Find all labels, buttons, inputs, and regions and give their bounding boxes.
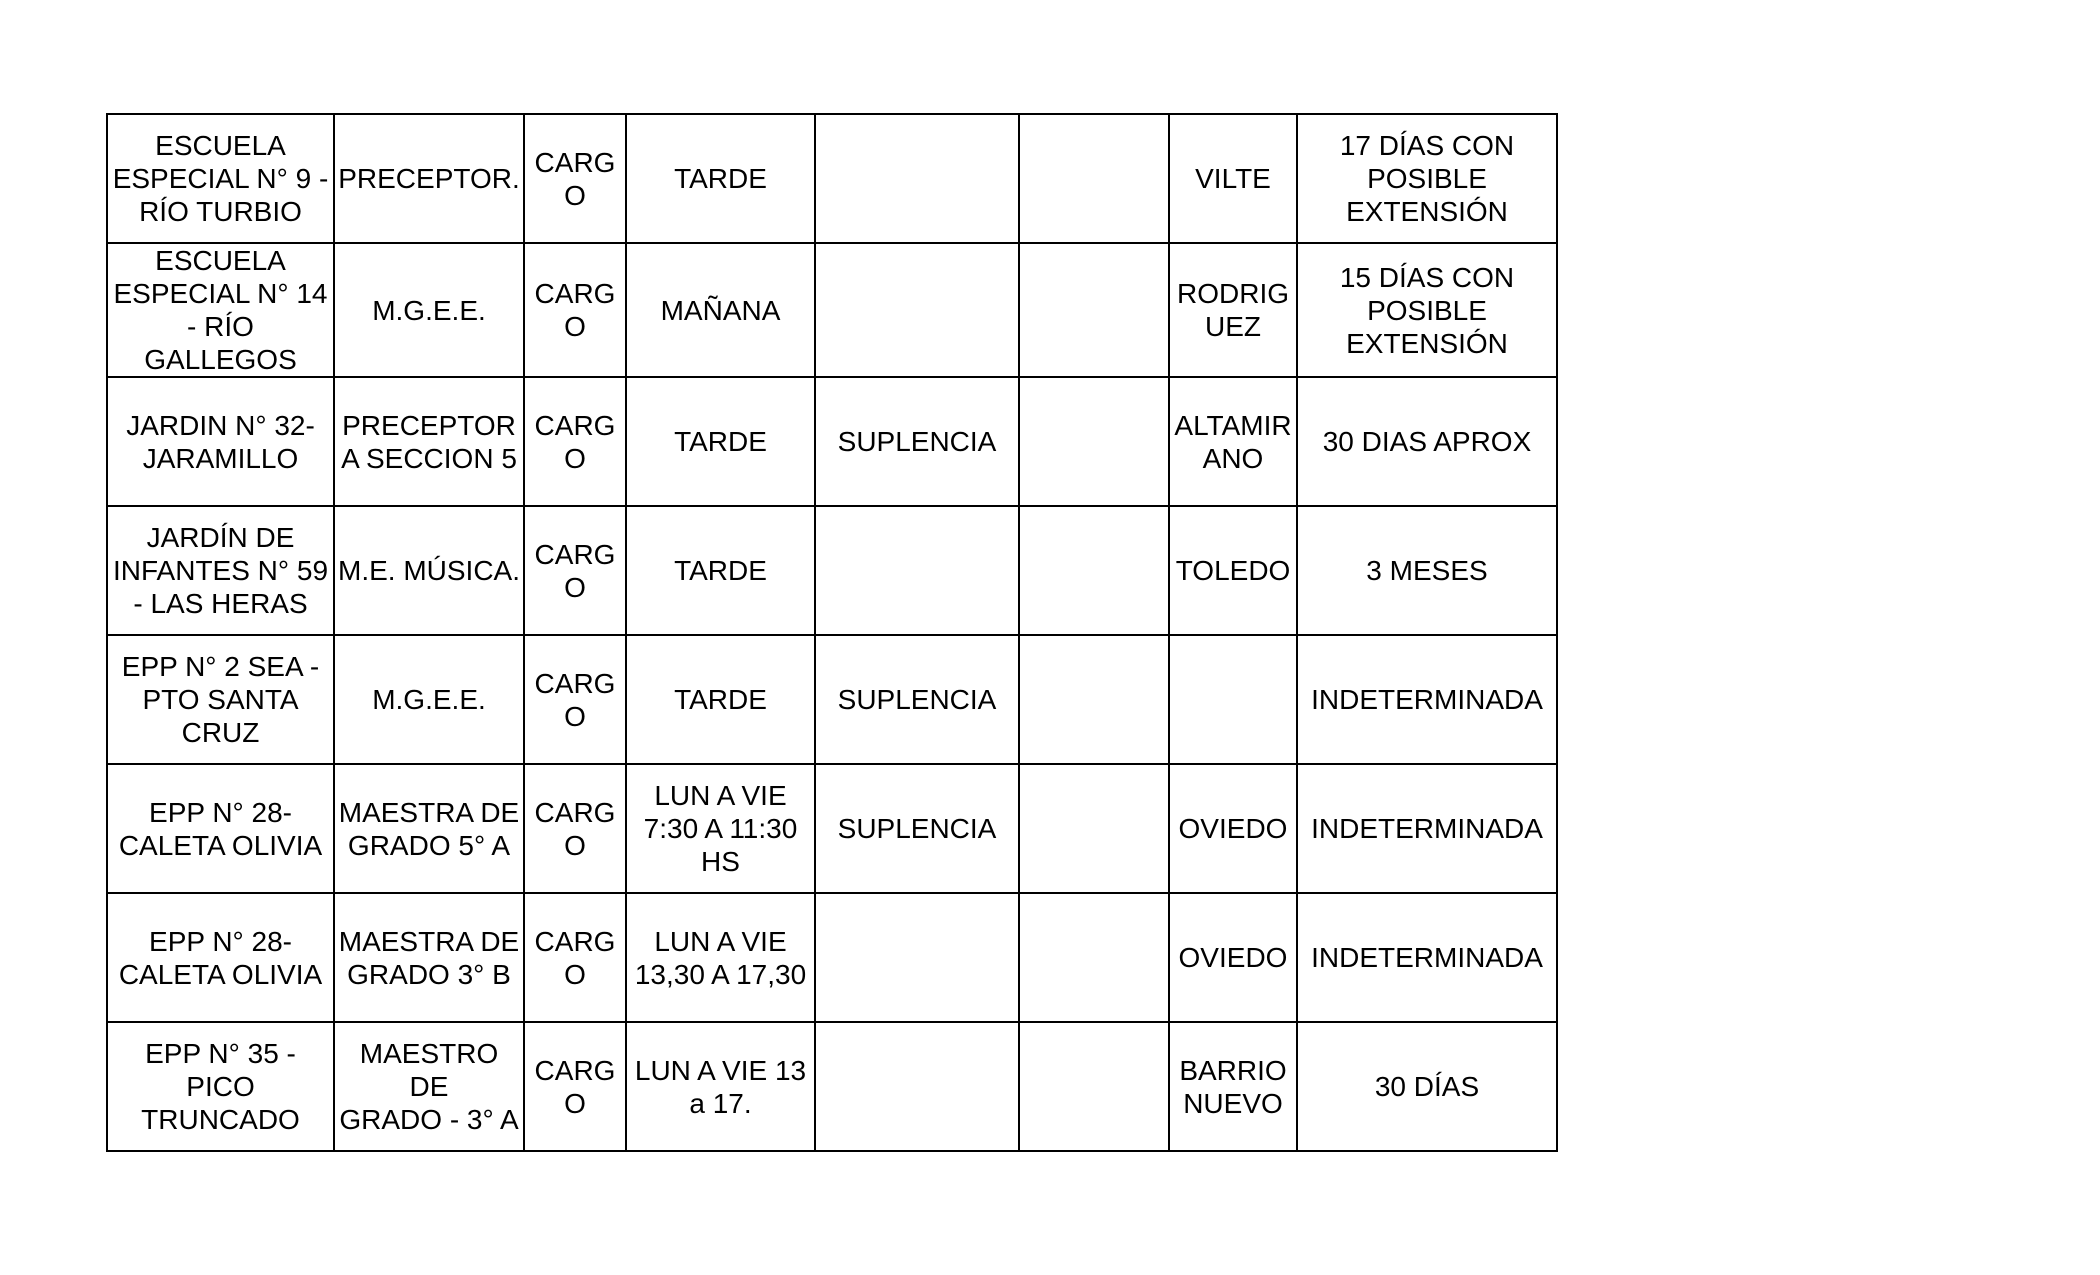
cell-school bbox=[107, 377, 334, 506]
cell-schedule bbox=[626, 635, 815, 764]
cell-text-line: LUN A VIE bbox=[654, 925, 787, 957]
cell-text-line: HS bbox=[701, 846, 740, 877]
cell-text-line: M.G.E.E. bbox=[372, 294, 486, 326]
cell-text-line: LUN A VIE bbox=[654, 780, 787, 811]
cell-text-line: ESPECIAL N° 14 bbox=[113, 278, 328, 309]
cell-text-line: NUEVO bbox=[1183, 1087, 1283, 1119]
cell-text-line: 17 DÍAS CON bbox=[1339, 130, 1515, 161]
cell-position bbox=[334, 635, 524, 764]
cell-text-line: GRADO 5° A bbox=[347, 829, 511, 861]
cell-type bbox=[524, 893, 626, 1022]
cell-text-line: CARG bbox=[534, 925, 616, 957]
cell-text-line: - LAS HERAS bbox=[133, 588, 308, 619]
cell-empty bbox=[1019, 635, 1169, 764]
cell-duration bbox=[1297, 114, 1557, 243]
cell-text-line: OVIEDO bbox=[1178, 942, 1288, 973]
cell-schedule bbox=[626, 764, 815, 893]
cell-status bbox=[815, 377, 1019, 506]
cell-empty bbox=[1019, 506, 1169, 635]
table-row bbox=[107, 114, 1557, 243]
table-row bbox=[107, 635, 1557, 764]
cell-position bbox=[334, 243, 524, 377]
cell-text-line: EXTENSIÓN bbox=[1346, 196, 1508, 227]
cell-text-line: O bbox=[564, 1087, 586, 1119]
cell-text-line: MAESTRA DE bbox=[338, 796, 520, 828]
cell-teacher bbox=[1169, 893, 1297, 1022]
cell-text-line: TRUNCADO bbox=[141, 1104, 300, 1135]
cell-text-line: 30 DIAS APROX bbox=[1322, 426, 1532, 457]
cell-text-line: O bbox=[564, 442, 586, 474]
cell-text-line: PRECEPTOR. bbox=[338, 163, 520, 194]
cell-school bbox=[107, 764, 334, 893]
cell-text-line: SUPLENCIA bbox=[837, 813, 997, 844]
cell-duration bbox=[1297, 764, 1557, 893]
cell-type bbox=[524, 506, 626, 635]
cell-text-line: OVIEDO bbox=[1178, 813, 1288, 844]
cell-duration bbox=[1297, 243, 1557, 377]
cell-text-line: ESCUELA bbox=[155, 245, 286, 276]
cell-text-line: INDETERMINADA bbox=[1311, 942, 1543, 973]
cell-school bbox=[107, 506, 334, 635]
cell-text-line: GRADO 3° B bbox=[347, 958, 511, 990]
cell-position bbox=[334, 764, 524, 893]
cell-text-line: MAÑANA bbox=[660, 294, 781, 326]
cell-text-line: O bbox=[564, 700, 586, 732]
cell-text-line: CARG bbox=[534, 796, 616, 828]
cell-text-line: CARG bbox=[534, 278, 616, 309]
cell-text-line: M.E. MÚSICA. bbox=[338, 555, 521, 586]
cell-teacher bbox=[1169, 506, 1297, 635]
cell-teacher bbox=[1169, 635, 1297, 764]
cell-empty bbox=[1019, 377, 1169, 506]
cell-text-line: M.G.E.E. bbox=[372, 684, 486, 715]
cell-text-line: JARDIN N° 32- bbox=[126, 409, 315, 441]
cell-teacher bbox=[1169, 764, 1297, 893]
cell-text-line: O bbox=[564, 179, 586, 211]
cell-text-line: GALLEGOS bbox=[144, 344, 297, 375]
cell-duration bbox=[1297, 1022, 1557, 1151]
cell-text-line: UEZ bbox=[1205, 311, 1261, 342]
cell-text-line: ESPECIAL N° 9 - bbox=[112, 163, 329, 194]
cell-empty bbox=[1019, 114, 1169, 243]
cell-text-line: TARDE bbox=[674, 426, 767, 457]
cell-text-line: 7:30 A 11:30 bbox=[643, 813, 798, 844]
table-row bbox=[107, 1022, 1557, 1151]
table-row bbox=[107, 506, 1557, 635]
cell-text-line: TARDE bbox=[674, 684, 767, 715]
cell-text-line: 30 DÍAS bbox=[1374, 1071, 1480, 1102]
cell-status bbox=[815, 635, 1019, 764]
cell-status bbox=[815, 114, 1019, 243]
cell-text-line: TARDE bbox=[674, 555, 767, 586]
cell-text-line: PICO bbox=[186, 1071, 255, 1102]
table-row bbox=[107, 893, 1557, 1022]
table-row bbox=[107, 764, 1557, 893]
cell-status bbox=[815, 1022, 1019, 1151]
cell-text-line: EPP N° 2 SEA - bbox=[121, 651, 320, 682]
cell-text-line: TARDE bbox=[674, 163, 767, 194]
cell-school bbox=[107, 243, 334, 377]
cell-empty bbox=[1019, 243, 1169, 377]
cell-text-line: INDETERMINADA bbox=[1311, 813, 1543, 844]
cell-teacher bbox=[1169, 114, 1297, 243]
cell-text-line: RÍO TURBIO bbox=[139, 196, 302, 227]
cell-text-line: CARG bbox=[534, 1054, 616, 1086]
cell-text-line: O bbox=[564, 829, 586, 861]
table-body bbox=[107, 114, 1557, 1151]
cell-text-line: MAESTRO DE bbox=[359, 1038, 499, 1102]
cell-text-line: POSIBLE bbox=[1367, 163, 1487, 194]
cell-position bbox=[334, 506, 524, 635]
cell-text-line: LUN A VIE 13 bbox=[634, 1054, 807, 1086]
table-row bbox=[107, 377, 1557, 506]
cell-duration bbox=[1297, 635, 1557, 764]
cell-text-line: CRUZ bbox=[181, 717, 260, 748]
cell-text-line: EPP N° 35 - bbox=[145, 1038, 296, 1069]
cell-type bbox=[524, 1022, 626, 1151]
cell-text-line: CARG bbox=[534, 538, 616, 570]
cell-position bbox=[334, 893, 524, 1022]
cell-type bbox=[524, 635, 626, 764]
cell-text-line: PRECEPTOR bbox=[342, 409, 516, 441]
cell-text-line: - RÍO bbox=[187, 311, 254, 342]
cell-school bbox=[107, 635, 334, 764]
cell-schedule bbox=[626, 114, 815, 243]
cell-position bbox=[334, 114, 524, 243]
cell-text-line: ANO bbox=[1202, 442, 1264, 474]
cell-text-line: INFANTES N° 59 bbox=[112, 555, 329, 586]
cell-text-line: CARG bbox=[534, 667, 616, 699]
cell-text-line: TOLEDO bbox=[1175, 555, 1291, 586]
cell-text-line: 3 MESES bbox=[1366, 555, 1488, 586]
cell-text-line: SUPLENCIA bbox=[837, 426, 997, 457]
cell-duration bbox=[1297, 377, 1557, 506]
cell-text-line: BARRIO bbox=[1179, 1054, 1287, 1086]
cell-schedule bbox=[626, 243, 815, 377]
cell-text-line: a 17. bbox=[689, 1087, 752, 1119]
vacancy-table bbox=[106, 113, 1558, 1152]
cell-type bbox=[524, 764, 626, 893]
cell-text-line: CARG bbox=[534, 146, 616, 178]
cell-empty bbox=[1019, 1022, 1169, 1151]
cell-schedule bbox=[626, 377, 815, 506]
cell-text-line: 13,30 A 17,30 bbox=[634, 958, 807, 990]
cell-text-line: CARG bbox=[534, 409, 616, 441]
cell-status bbox=[815, 243, 1019, 377]
cell-text-line: ALTAMIR bbox=[1174, 409, 1292, 441]
cell-text-line: 15 DÍAS CON bbox=[1339, 261, 1515, 293]
cell-text-line: GRADO - 3° A bbox=[339, 1104, 519, 1135]
cell-text-line: MAESTRA DE bbox=[338, 925, 520, 957]
cell-text-line: EPP N° 28- bbox=[149, 796, 292, 828]
cell-text-line: POSIBLE bbox=[1367, 294, 1487, 326]
cell-type bbox=[524, 377, 626, 506]
cell-school bbox=[107, 114, 334, 243]
cell-text-line: A SECCION 5 bbox=[341, 442, 517, 474]
cell-text-line: EXTENSIÓN bbox=[1346, 327, 1508, 359]
cell-text-line: VILTE bbox=[1195, 163, 1271, 194]
cell-text-line: JARDÍN DE bbox=[146, 522, 295, 553]
cell-teacher bbox=[1169, 243, 1297, 377]
cell-text-line: PTO SANTA bbox=[142, 684, 299, 715]
cell-schedule bbox=[626, 893, 815, 1022]
cell-position bbox=[334, 377, 524, 506]
cell-status bbox=[815, 506, 1019, 635]
cell-text-line: EPP N° 28- bbox=[149, 925, 292, 957]
cell-teacher bbox=[1169, 1022, 1297, 1151]
cell-text-line: O bbox=[564, 571, 586, 603]
cell-text-line: O bbox=[564, 958, 586, 990]
cell-school bbox=[107, 893, 334, 1022]
cell-schedule bbox=[626, 1022, 815, 1151]
cell-text-line: ESCUELA bbox=[155, 130, 286, 161]
cell-text-line: SUPLENCIA bbox=[837, 684, 997, 715]
cell-text-line: JARAMILLO bbox=[142, 442, 299, 474]
cell-duration bbox=[1297, 506, 1557, 635]
cell-teacher bbox=[1169, 377, 1297, 506]
cell-text-line: RODRIG bbox=[1177, 278, 1289, 309]
table-row bbox=[107, 243, 1557, 377]
cell-position bbox=[334, 1022, 524, 1151]
cell-empty bbox=[1019, 764, 1169, 893]
cell-type bbox=[524, 114, 626, 243]
cell-duration bbox=[1297, 893, 1557, 1022]
cell-status bbox=[815, 893, 1019, 1022]
cell-type bbox=[524, 243, 626, 377]
cell-text-line: INDETERMINADA bbox=[1311, 684, 1543, 715]
cell-empty bbox=[1019, 893, 1169, 1022]
cell-schedule bbox=[626, 506, 815, 635]
cell-text-line: O bbox=[564, 311, 586, 342]
cell-text-line: CALETA OLIVIA bbox=[118, 829, 323, 861]
cell-status bbox=[815, 764, 1019, 893]
cell-school bbox=[107, 1022, 334, 1151]
cell-text-line: CALETA OLIVIA bbox=[118, 958, 323, 990]
